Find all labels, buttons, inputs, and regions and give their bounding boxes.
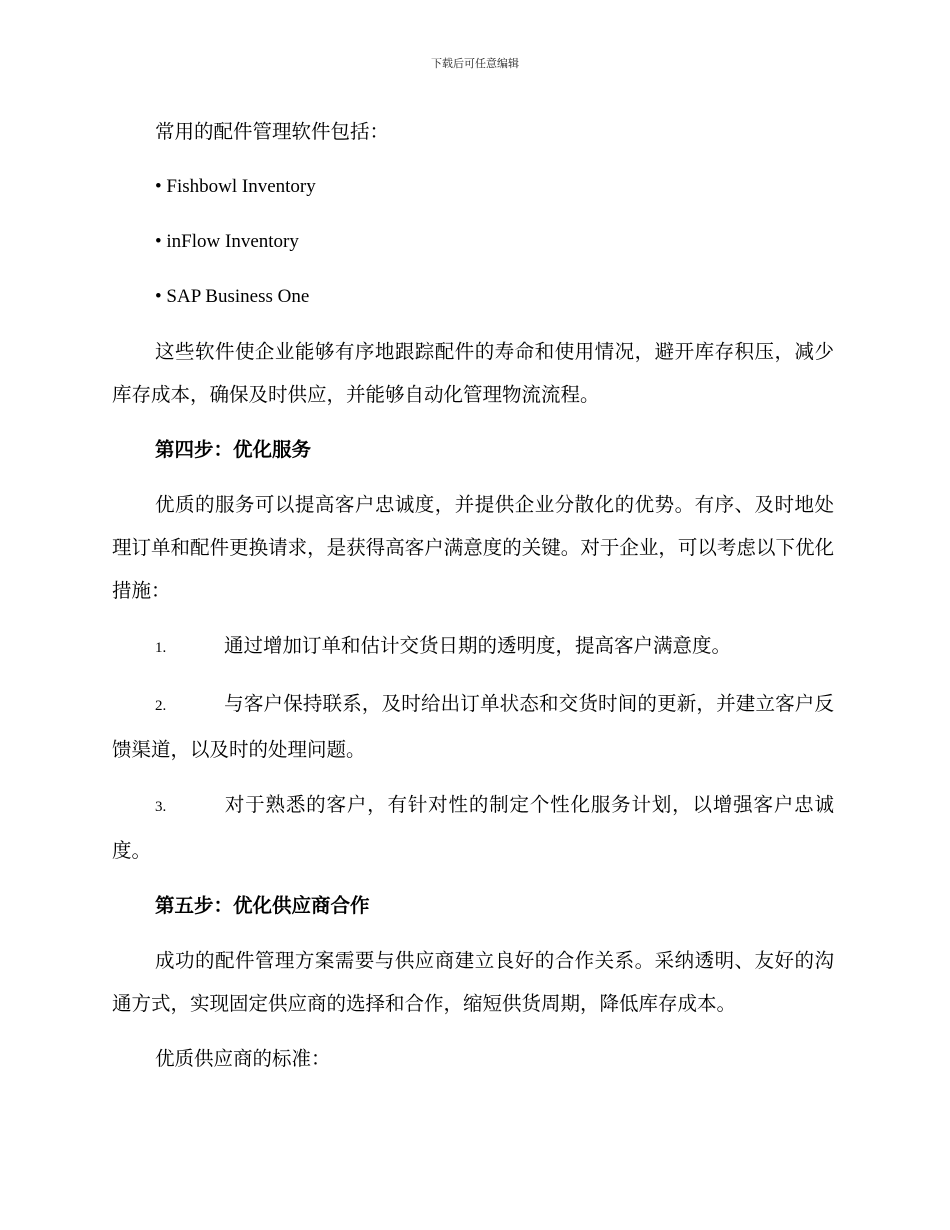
software-paragraph: 这些软件使企业能够有序地跟踪配件的寿命和使用情况，避开库存积压，减少库存成本，确保及时供应，并能够自动化管理物流流程。 — [112, 340, 834, 406]
bullet-item: • Fishbowl Inventory — [155, 176, 316, 197]
measure-item — [112, 682, 834, 771]
measure-text: 通过增加订单和估计交货日期的透明度，提高客户满意度。 — [224, 634, 732, 657]
service-paragraph: 优质的服务可以提高客户忠诚度，并提供企业分散化的优势。有序、及时地处理订单和配件更换请求，是获得高客户满意度的关键。对于企业，可以考虑以下优化措施： — [112, 493, 834, 602]
list-number: 3. — [155, 799, 167, 815]
list-number: 1. — [155, 640, 167, 656]
bullet-item: • SAP Business One — [155, 286, 310, 307]
bullet-item: • inFlow Inventory — [155, 231, 299, 252]
page-header: 下载后可任意编辑 — [431, 57, 519, 70]
measure-item — [112, 624, 834, 670]
step4-heading: 第四步：优化服务 — [155, 438, 312, 461]
measure-text: 对于熟悉的客户，有针对性的制定个性化服务计划，以增强客户忠诚度。 — [112, 793, 834, 862]
intro-paragraph: 常用的配件管理软件包括： — [155, 120, 390, 143]
measure-item — [112, 783, 834, 872]
document-body — [112, 110, 834, 1092]
list-number: 2. — [155, 698, 167, 714]
supplier-paragraph: 成功的配件管理方案需要与供应商建立良好的合作关系。采纳透明、友好的沟通方式，实现固定供应商的选择和合作，缩短供货周期，降低库存成本。 — [112, 949, 834, 1015]
measure-text: 与客户保持联系，及时给出订单状态和交货时间的更新，并建立客户反馈渠道，以及时的处理问题。 — [112, 692, 834, 761]
supplier-standard-paragraph: 优质供应商的标准： — [155, 1047, 331, 1070]
step5-heading: 第五步：优化供应商合作 — [155, 894, 370, 917]
